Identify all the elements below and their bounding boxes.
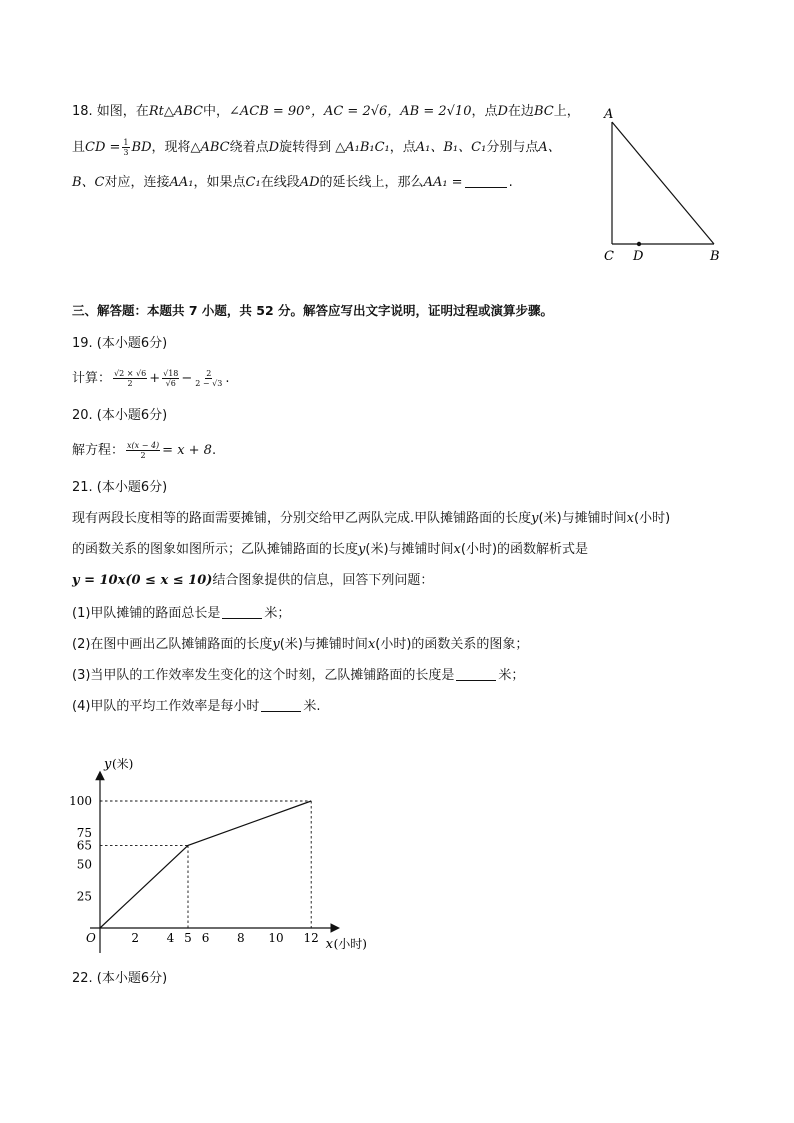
q18-line2 — [72, 138, 561, 157]
q18-text: 中， — [202, 104, 229, 119]
q19-end: . — [225, 371, 230, 386]
y-axis-unit: (米) — [112, 757, 134, 771]
q18-math: AA₁ — [169, 175, 194, 190]
q18-text: ，如果点 — [193, 175, 246, 190]
q18-text: 18. 如图，在 — [72, 104, 149, 119]
q18-math: AA₁ = — [423, 175, 463, 190]
x-tick-label: 2 — [131, 931, 140, 945]
series-line — [100, 801, 311, 928]
q21-text: 米； — [498, 668, 525, 683]
q21-sub4 — [72, 698, 321, 716]
q20-rhs: = x + 8 — [162, 443, 212, 458]
q18-text: 绕着点 — [229, 140, 269, 155]
q18-text: 的延长线上，那么 — [319, 175, 424, 190]
q21-text: (小时)的函数解析式是 — [460, 542, 589, 557]
q21-math: x — [453, 542, 461, 557]
answer-blank[interactable] — [465, 175, 507, 188]
origin-label: O — [86, 931, 96, 945]
q21-math: y — [531, 511, 539, 526]
y-tick-label: 100 — [69, 794, 92, 808]
numerator: x(x − 4) — [127, 441, 160, 450]
q19-title: 19. (本小题6分) — [72, 336, 168, 351]
fraction-1 — [113, 369, 147, 388]
q21-text: (2)在图中画出乙队摊铺路面的长度 — [72, 637, 273, 652]
q18-text: . — [508, 175, 513, 190]
q21-math: x — [367, 637, 376, 652]
q21-text: (小时) — [634, 511, 671, 526]
q21-text: (1)甲队摊铺的路面总长是 — [72, 606, 221, 621]
label-c: C — [604, 249, 614, 264]
q18-math: ABC — [200, 140, 230, 155]
y-tick-label: 65 — [76, 838, 92, 853]
denominator: 2 — [140, 451, 146, 460]
q18-math: A、 — [538, 140, 561, 155]
q18-math: D — [268, 140, 280, 155]
q18-math: CD = — [85, 140, 121, 155]
q21-paragraph-1 — [72, 510, 670, 528]
q21-text: 米； — [264, 606, 291, 621]
point-d — [637, 242, 641, 246]
denominator: 2 — [127, 379, 133, 388]
fraction-lhs — [126, 441, 160, 460]
answer-blank[interactable] — [222, 606, 262, 619]
label-d: D — [633, 249, 644, 264]
q21-text: 结合图象提供的信息，回答下列问题： — [212, 573, 434, 588]
answer-blank[interactable] — [456, 668, 496, 681]
q21-text: (米)与摊铺时间 — [279, 637, 368, 652]
denominator: 3 — [123, 148, 129, 157]
q18-text: 在边 — [507, 104, 534, 119]
q19-prefix: 计算： — [72, 371, 112, 386]
line-chart — [60, 750, 380, 960]
q21-math: y — [272, 637, 280, 652]
q21-math: y — [358, 542, 366, 557]
denominator: 2 − √3 — [195, 379, 223, 388]
x-tick-label: 8 — [236, 931, 245, 945]
q22-title: 22. (本小题6分) — [72, 971, 168, 986]
q18-text: ，现将△ — [151, 140, 201, 155]
q18-text: 上， — [553, 104, 580, 119]
q20-equation — [72, 441, 216, 460]
q19-expression — [72, 369, 230, 388]
q20-title: 20. (本小题6分) — [72, 408, 168, 423]
q21-formula: y = 10x(0 ≤ x ≤ 10) — [72, 573, 213, 588]
q18-math: D — [497, 104, 508, 119]
q18-text: 对应，连接 — [104, 175, 170, 190]
q21-text: 米. — [303, 699, 321, 714]
q18-math: A₁、B₁、C₁ — [415, 140, 487, 155]
x-axis-unit: (小时) — [333, 937, 367, 951]
q21-paragraph-2 — [72, 541, 588, 559]
denominator: √6 — [165, 379, 176, 388]
q18-text: 旋转得到 △ — [279, 140, 346, 155]
q18-math: BC — [533, 104, 554, 119]
q21-text: (小时)的函数关系的图象； — [375, 637, 529, 652]
q21-text: (米)与摊铺时间 — [365, 542, 454, 557]
q21-text: (3)当甲队的工作效率发生变化的这个时刻，乙队摊铺路面的长度是 — [72, 668, 455, 683]
q20-prefix: 解方程： — [72, 443, 125, 458]
section-heading: 三、解答题：本题共 7 小题，共 52 分。解答应写出文字说明，证明过程或演算步骤。 — [72, 303, 554, 318]
fraction-2 — [162, 369, 179, 388]
x-tick-label: 5 — [184, 931, 192, 945]
label-b: B — [710, 249, 720, 264]
x-axis-var: x — [325, 937, 333, 952]
fraction-3 — [194, 369, 223, 388]
q18-text: 且 — [72, 140, 86, 155]
q18-text: 分别与点 — [486, 140, 539, 155]
q21-title: 21. (本小题6分) — [72, 480, 168, 495]
q18-text: 在线段 — [260, 175, 300, 190]
triangle-figure — [598, 100, 728, 270]
y-tick-label: 25 — [76, 889, 92, 904]
x-tick-label: 6 — [201, 931, 210, 945]
q21-sub1 — [72, 605, 290, 623]
q21-math: x — [626, 511, 634, 526]
operator: − — [181, 371, 193, 386]
q18-line3 — [72, 174, 513, 192]
q20-end: . — [211, 443, 217, 458]
q18-math: Rt△ABC — [148, 104, 203, 119]
q18-text: ，点 — [389, 140, 416, 155]
y-tick-label: 75 — [76, 825, 92, 840]
x-tick-label: 10 — [268, 931, 284, 945]
operator: + — [149, 371, 161, 386]
numerator: 1 — [123, 138, 129, 147]
label-a: A — [604, 107, 614, 122]
numerator: 2 — [206, 369, 212, 378]
q21-sub3 — [72, 667, 524, 685]
answer-blank[interactable] — [261, 699, 301, 712]
side-ab — [612, 122, 714, 244]
q18-math: ∠ACB = 90°，AC = 2√6，AB = 2√10 — [228, 104, 472, 119]
x-tick-label: 12 — [303, 931, 319, 945]
q18-line1 — [72, 103, 580, 121]
y-tick-label: 50 — [76, 857, 92, 872]
q18-text: ，点 — [471, 104, 498, 119]
numerator: √18 — [163, 369, 179, 378]
q18-math: C₁ — [245, 175, 261, 190]
q21-text: 现有两段长度相等的路面需要摊铺，分别交给甲乙两队完成.甲队摊铺路面的长度 — [72, 511, 532, 526]
q21-paragraph-3 — [72, 572, 433, 590]
q18-math: A₁B₁C₁ — [345, 140, 390, 155]
q21-text: (4)甲队的平均工作效率是每小时 — [72, 699, 260, 714]
q21-sub2 — [72, 636, 528, 654]
q21-text: (米)与摊铺时间 — [538, 511, 627, 526]
fraction-one-third — [122, 138, 129, 157]
q18-math: BD — [131, 140, 152, 155]
x-tick-label: 4 — [166, 931, 175, 945]
numerator: √2 × √6 — [114, 369, 147, 378]
y-axis-var: y — [104, 757, 112, 772]
q18-math: AD — [299, 175, 320, 190]
q21-text: 的函数关系的图象如图所示；乙队摊铺路面的长度 — [72, 542, 359, 557]
q18-math: B、C — [72, 175, 105, 190]
